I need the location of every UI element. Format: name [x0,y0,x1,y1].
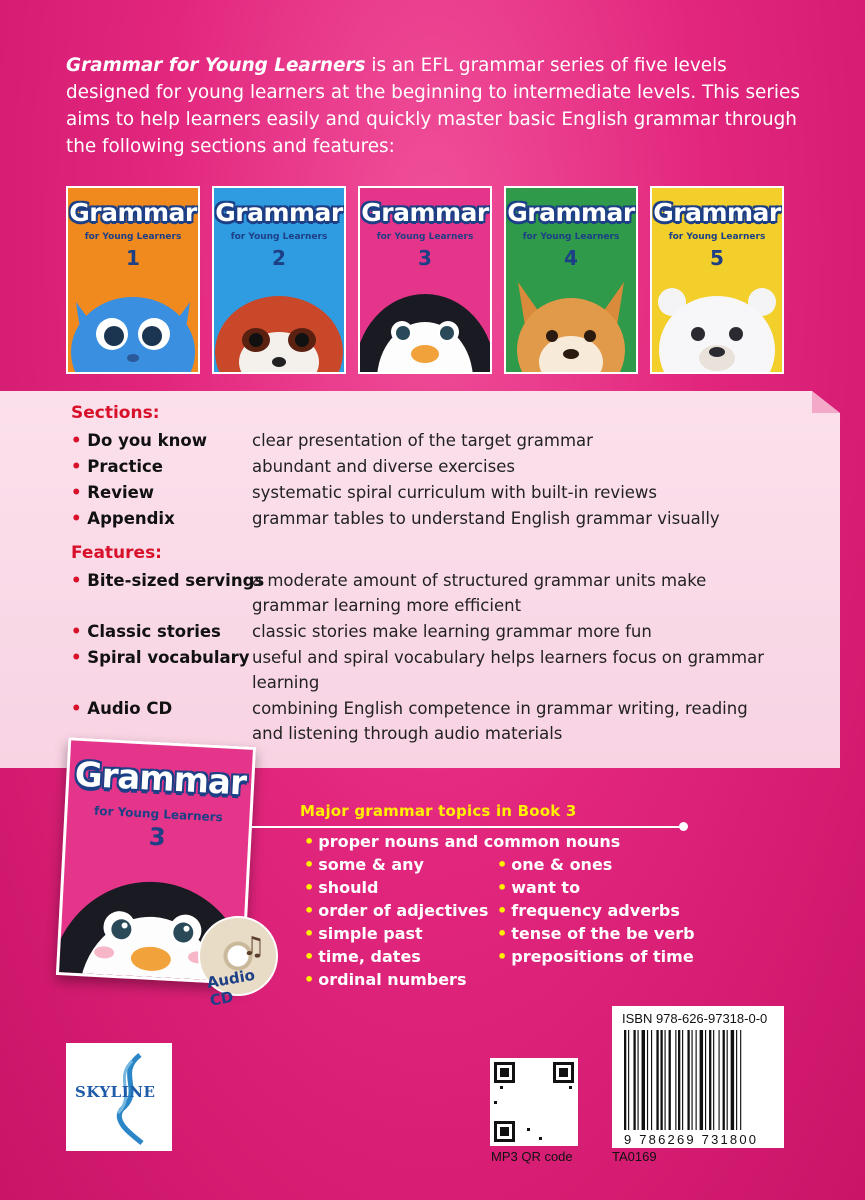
feature-term: • Audio CD [71,699,173,718]
book-cover-4 [504,186,638,374]
feature-description: combining English competence in grammar writing, reading and listening through audio materials [252,699,748,743]
cover-title: Grammar [69,198,197,227]
feature-term: • Classic stories [71,622,221,641]
intro-paragraph [66,52,806,160]
cd-label: Audio CD [205,965,257,1010]
features-heading: Features: [71,543,162,563]
cover-level: 5 [710,246,724,270]
section-term: • Do you know [71,431,207,450]
isbn-label: ISBN 978-626-97318-0-0 [622,1011,768,1026]
topic-item: • tense of the be verb [497,924,695,943]
book-title: Grammar [73,754,247,804]
book-cover-3 [358,186,492,374]
product-code: TA0169 [612,1149,657,1164]
audio-cd [198,916,278,1010]
cover-level: 4 [564,246,578,270]
barcode-number: 9 786269 731800 [624,1132,759,1147]
cover-title: Grammar [507,198,635,227]
sections-heading: Sections: [71,403,160,423]
series-covers [66,186,786,376]
cover-title: Grammar [215,198,343,227]
cover-subtitle: for Young Learners [522,232,620,242]
section-description: systematic spiral curriculum with built-in reviews [252,483,658,502]
cover-title: Grammar [653,198,781,227]
topic-item: • simple past [304,924,423,943]
book-cover-5 [650,186,784,374]
dog-icon [506,262,636,372]
section-description: clear presentation of the target grammar [252,431,593,450]
book-subtitle: for Young Learners [93,803,224,825]
qr-code-icon [490,1058,578,1146]
cover-level: 2 [272,246,286,270]
topic-item: • one & ones [497,855,613,874]
topic-item: • prepositions of time [497,947,694,966]
feature-term: • Spiral vocabulary [71,648,250,667]
topics-divider [251,826,683,828]
topic-item: • want to [497,878,581,897]
topic-item: • frequency adverbs [497,901,680,920]
section-description: abundant and diverse exercises [252,457,515,476]
cover-subtitle: for Young Learners [84,232,182,242]
series-name: Grammar for Young Learners [66,55,366,76]
panel-page-fold [812,391,840,413]
topics-title: Major grammar topics in Book 3 [300,802,577,820]
topic-item: • some & any [304,855,424,874]
polar-bear-icon [652,262,782,372]
cover-subtitle: for Young Learners [668,232,766,242]
cover-level: 1 [126,246,140,270]
mp3-qr-code[interactable] [490,1058,578,1146]
barcode-icon [622,1030,774,1130]
penguin-icon [360,262,490,372]
feature-description: a moderate amount of structured grammar units make grammar learning more efficient [252,571,707,615]
publisher-name: SKYLINE [75,1083,156,1101]
cover-subtitle: for Young Learners [376,232,474,242]
topics-divider-end [679,822,688,831]
qr-label: MP3 QR code [491,1149,573,1164]
topic-item: • order of adjectives [304,901,489,920]
section-description: grammar tables to understand English grammar visually [252,509,720,528]
feature-description: classic stories make learning grammar more fun [252,622,652,641]
section-term: • Review [71,483,155,502]
feature-term: • Bite-sized servings [71,571,265,590]
cover-subtitle: for Young Learners [230,232,328,242]
cover-level: 3 [418,246,432,270]
section-term: • Practice [71,457,163,476]
feature-description: useful and spiral vocabulary helps learners focus on grammar learning [252,648,764,692]
topic-item: • proper nouns and common nouns [304,832,621,851]
book-cover-2 [212,186,346,374]
red-panda-icon [214,262,344,372]
music-note-icon: ♫ [242,932,266,962]
intro-text: is an EFL grammar series of five levels designed for young learners at the beginning to intermediate levels. This series aims to help learners easily and quickly master basic English grammar through the following sections and features: [66,55,800,157]
book-level: 3 [148,822,167,852]
section-term: • Appendix [71,509,175,528]
topic-item: • time, dates [304,947,421,966]
topic-item: • should [304,878,379,897]
cover-title: Grammar [361,198,489,227]
cat-icon [68,262,198,372]
book-cover-1 [66,186,200,374]
topic-item: • ordinal numbers [304,970,467,989]
